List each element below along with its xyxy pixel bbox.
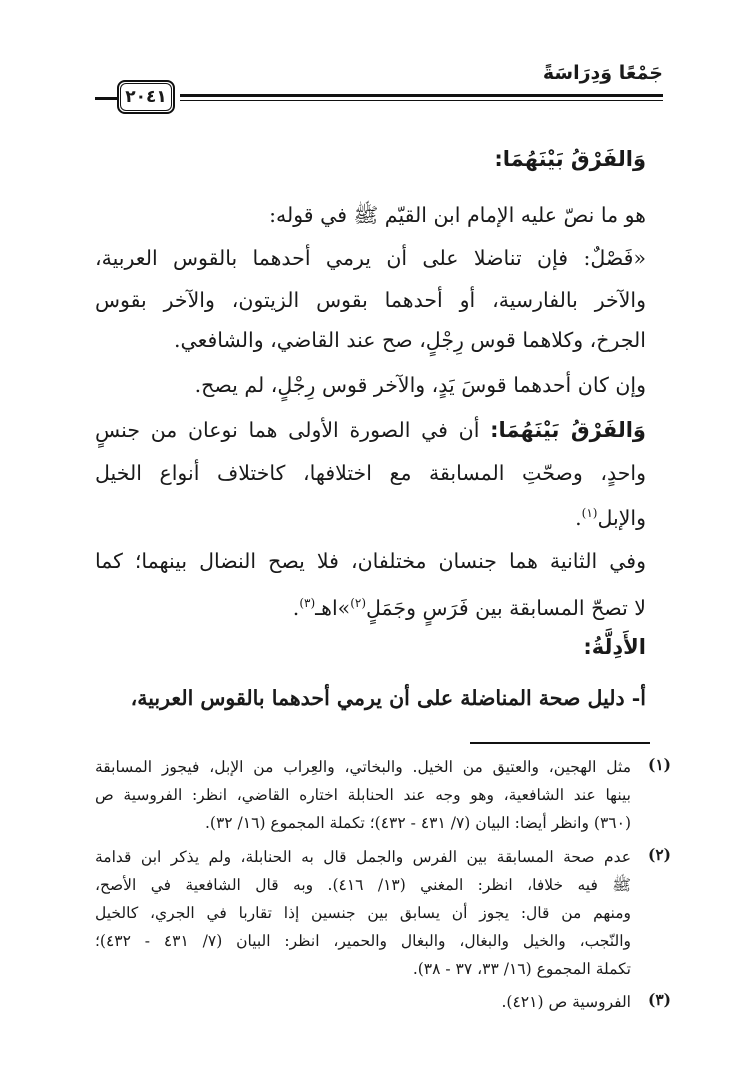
footnote-2-line-2: ﷺ فيه خلافا، انظر: المغني (١٣/ ٤١٦). وبه قال الشافعية في الأصح، (95, 876, 631, 894)
intro-text: هو ما نصّ عليه الإمام ابن القيّم ﷺ في قوله: (269, 203, 646, 227)
footnote-2-line-3: ومنهم من قال: يجوز أن يسابق بين جنسين إذا تقاربا في الجري، كالخيل (95, 904, 631, 922)
footnote-number-3: (٣) (647, 990, 671, 1009)
page-number-badge (117, 80, 175, 114)
difference-text-1: أن في الصورة الأولى هما نوعان من جنسٍ (95, 418, 480, 442)
footnote-ref-1[interactable]: (١) (581, 506, 598, 520)
footnote-2-line-4: والنّجب، والخيل والبغال، والبغال والحمير، انظر: البيان (٧/ ٤٣١ - ٤٣٢)؛ (95, 932, 631, 950)
intro-paragraph (95, 200, 646, 230)
footnote-ref-3[interactable]: (٣) (299, 596, 316, 610)
third-line-2 (95, 588, 646, 623)
header-rule (180, 94, 663, 97)
footnote-separator (470, 742, 650, 744)
footnote-number-2: (٢) (647, 845, 671, 864)
period: . (575, 505, 582, 530)
page-number: ٢٠٤١ (120, 83, 172, 111)
second-paragraph: وإن كان أحدهما قوسَ يَدٍ، والآخر قوس رِجْلٍ، لم يصح. (194, 373, 646, 397)
third-line-1: وفي الثانية هما جنسان مختلفان، فلا يصح النضال بينهما؛ كما (95, 549, 646, 573)
footnote-2-line-1: عدم صحة المسابقة بين الفرس والجمل قال به الحنابلة، ولم يذكر ابن قدامة (95, 848, 631, 866)
running-header-title: جَمْعًا وَدِرَاسَةً (542, 62, 663, 84)
section-heading-evidence: الأَدِلَّةُ: (583, 635, 646, 659)
difference-label: وَالفَرْقُ بَيْنَهُمَا: (490, 418, 646, 442)
footnote-1-line-3: (٣٦٠) وانظر أيضا: البيان (٧/ ٤٣١ - ٤٣٢)؛ تكملة المجموع (١٦/ ٣٢). (204, 814, 631, 832)
quote-line-3: الجرخ، وكلاهما قوس رِجْلٍ، صح عند القاضي، والشافعي. (173, 328, 646, 352)
header-rule-thin (180, 100, 663, 101)
quote-close: »اهـ (315, 595, 351, 620)
footnote-1-line-2: بينها عند الشافعية، وهو وجه عند الحنابلة اختاره القاضي، انظر: الفروسية ص (95, 786, 631, 804)
footnote-number-1: (١) (647, 755, 671, 774)
footnote-3-line-1: الفروسية ص (٤٢١). (501, 993, 631, 1011)
footnote-ref-2[interactable]: (٢) (350, 596, 367, 610)
evidence-a: أ- دليل صحة المناضلة على أن يرمي أحدهما بالقوس العربية، (130, 686, 646, 710)
difference-line-3 (95, 498, 646, 533)
difference-line-2: واحدٍ، وصحّتِ المسابقة مع اختلافها، كاختلاف أنواع الخيل (95, 461, 646, 485)
footnote-2-line-5: تكملة المجموع (١٦/ ٣٣، ٣٧ - ٣٨). (412, 960, 631, 978)
period: . (292, 595, 300, 620)
footnote-1-line-1: مثل الهجين، والعتيق من الخيل. والبخاتي، والعِراب من الإبل، فيجوز المسابقة (95, 758, 631, 776)
section-heading-difference: وَالفَرْقُ بَيْنَهُمَا: (494, 147, 646, 171)
quote-line-1: «فَصْلٌ: فإن تناضلا على أن يرمي أحدهما بالقوس العربية، (95, 246, 646, 270)
quote-line-2: والآخر بالفارسية، أو أحدهما بقوس الزيتون، والآخر بقوس (95, 288, 646, 312)
header-rule-left (95, 97, 117, 100)
third-text-2: لا تصحّ المسابقة بين فَرَسٍ وجَمَلٍ (366, 595, 646, 620)
difference-text-3: والإبل (597, 505, 646, 530)
difference-line-1 (95, 415, 646, 445)
